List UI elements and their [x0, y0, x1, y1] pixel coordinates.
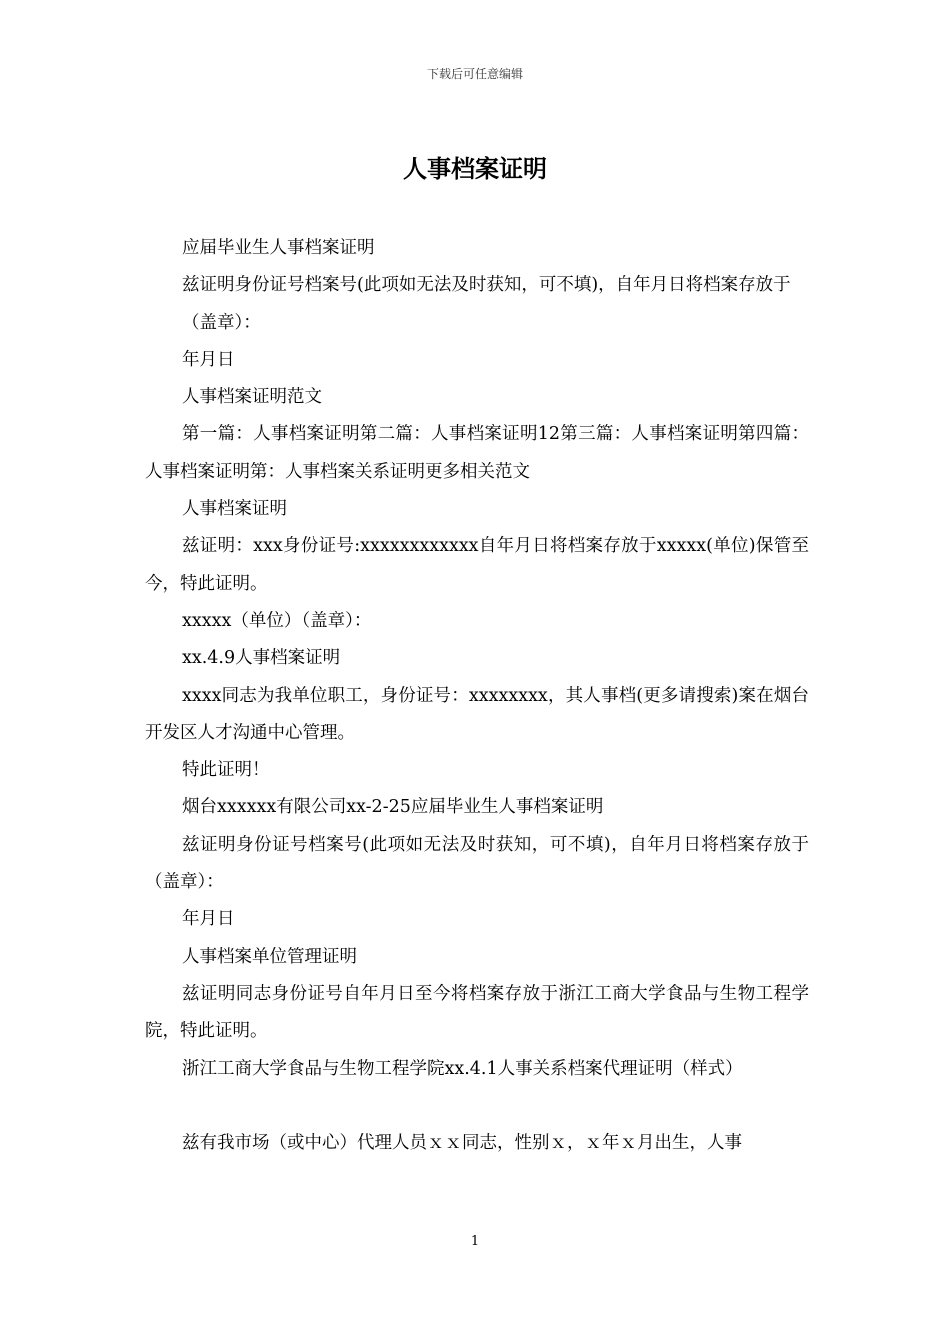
header-note: 下载后可任意编辑 [426, 67, 523, 81]
paragraph: 人事档案证明 [182, 499, 287, 520]
paragraph: xx.4.9人事档案证明 [182, 648, 341, 669]
paragraph: xxxxx（单位）（盖章）： [182, 610, 372, 631]
page-number: 1 [470, 1234, 480, 1249]
document-title: 人事档案证明 [403, 154, 547, 183]
blank-line [145, 1088, 809, 1125]
document-body [145, 230, 809, 1162]
paragraph: 兹证明身份证号档案号(此项如无法及时获知，可不填)，自年月日将档案存放于 [182, 275, 791, 296]
paragraph: xxxx同志为我单位职工，身份证号：xxxxxxxx，其人事档(更多请搜索)案在烟台开发区人才沟通中心管理。 [145, 685, 809, 743]
paragraph: 第一篇：人事档案证明第二篇：人事档案证明12第三篇：人事档案证明第四篇：人事档案证明第：人事档案关系证明更多相关范文 [145, 424, 809, 482]
paragraph: 年月日 [182, 349, 235, 370]
paragraph: 人事档案单位管理证明 [182, 946, 357, 967]
paragraph: 年月日 [182, 909, 235, 930]
paragraph: 兹证明：xxx身份证号:xxxxxxxxxxxx自年月日将档案存放于xxxxx(单位)保管至今，特此证明。 [145, 536, 809, 594]
paragraph: 兹有我市场（或中心）代理人员ｘｘ同志，性别ｘ，ｘ年ｘ月出生，人事 [182, 1133, 742, 1154]
paragraph: 兹证明身份证号档案号(此项如无法及时获知，可不填)，自年月日将档案存放于（盖章）： [145, 834, 809, 893]
paragraph: 应届毕业生人事档案证明 [182, 238, 375, 258]
paragraph: 人事档案证明范文 [182, 387, 322, 408]
paragraph: 兹证明同志身份证号自年月日至今将档案存放于浙江工商大学食品与生物工程学院，特此证明。 [145, 983, 809, 1042]
paragraph: 浙江工商大学食品与生物工程学院xx.4.1人事关系档案代理证明（样式） [182, 1058, 743, 1079]
paragraph: 特此证明！ [182, 760, 270, 781]
paragraph: 烟台xxxxxx有限公司xx-2-25应届毕业生人事档案证明 [182, 797, 604, 818]
paragraph: （盖章）： [182, 312, 261, 333]
